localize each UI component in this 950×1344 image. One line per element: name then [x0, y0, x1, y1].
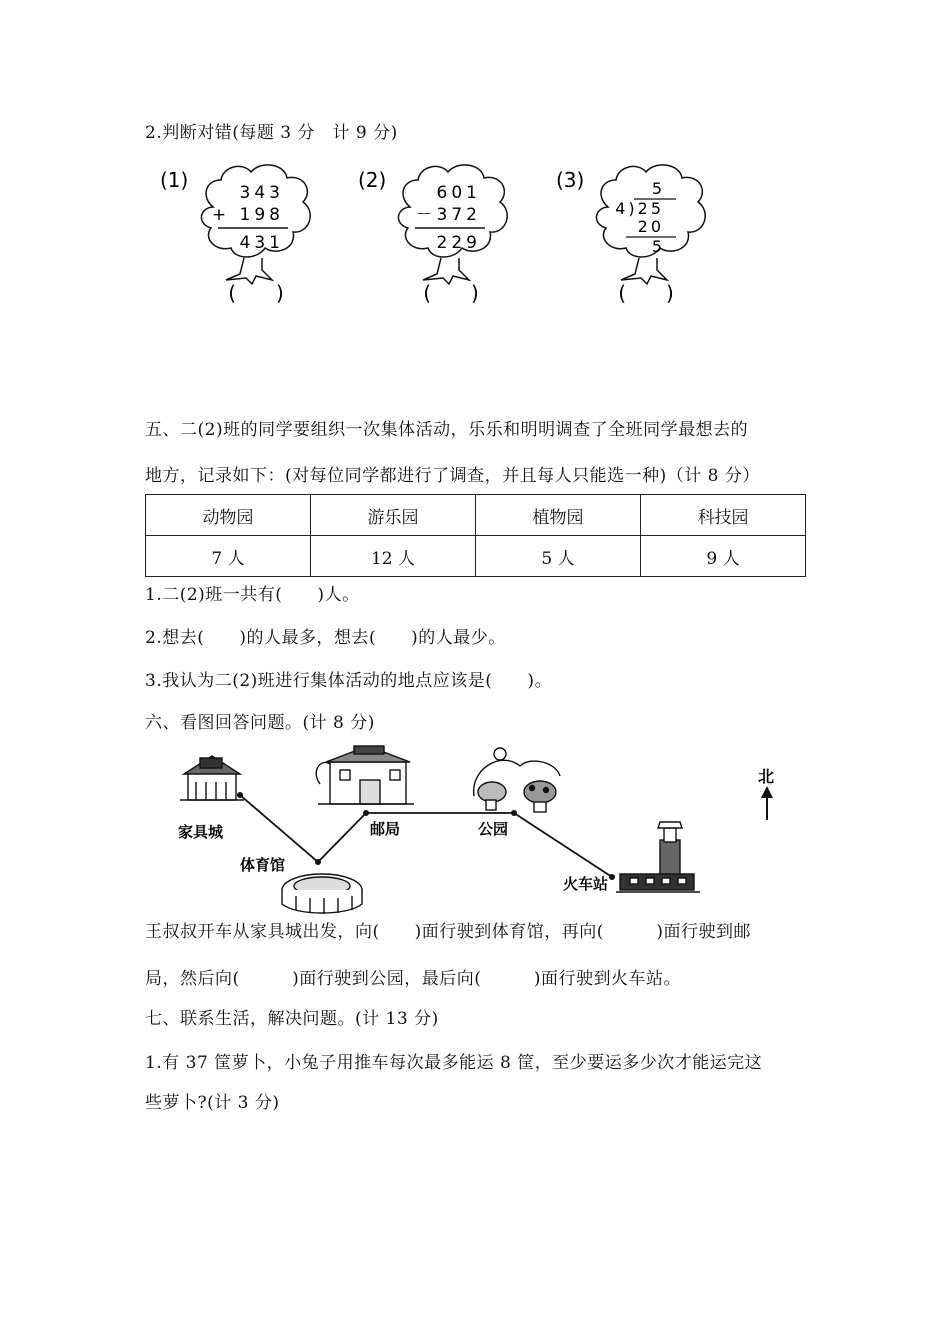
- stadium-building: [282, 874, 362, 914]
- table-header-row: [146, 495, 806, 536]
- section5-intro-line1: 五、二(2)班的同学要组织一次集体活动，乐乐和明明调查了全班同学最想去的: [145, 420, 749, 440]
- tree-2-row3: 229: [436, 233, 481, 253]
- route-dot: [315, 859, 321, 865]
- table-header-cell: 游乐园: [311, 495, 476, 536]
- place-label-post-office: 邮局: [370, 820, 401, 838]
- tree-2-row1: 601: [436, 183, 481, 203]
- north-arrow-icon: [758, 767, 774, 820]
- route-dot: [511, 810, 517, 816]
- tree-1-label: (1): [160, 168, 189, 192]
- tree-3-remainder: 5: [651, 237, 662, 256]
- tree-1-answer: ( ): [228, 281, 284, 305]
- park-scene: [474, 748, 560, 812]
- tree-3: [556, 165, 705, 305]
- place-label-park: 公园: [478, 820, 509, 838]
- post-office-building: [316, 746, 414, 804]
- tree-3-answer: ( ): [618, 281, 674, 305]
- survey-table: [145, 494, 806, 577]
- tree-3-dividend: 4)25: [615, 199, 664, 218]
- route-map: [0, 740, 950, 920]
- table-header-cell: 科技园: [641, 495, 806, 536]
- place-label-furniture-store: 家具城: [178, 823, 224, 841]
- table-header-cell: 动物园: [146, 495, 311, 536]
- table-row: [146, 536, 806, 577]
- tree-1: [160, 165, 310, 305]
- tree-3-product: 20: [637, 217, 664, 236]
- section5-question-1: 1.二(2)班一共有( )人。: [145, 585, 360, 605]
- tree-2-answer: ( ): [423, 281, 479, 305]
- place-label-train-station: 火车站: [563, 875, 609, 893]
- route-dot: [363, 810, 369, 816]
- judge-trees: [0, 0, 950, 320]
- judge-title: 2.判断对错(每题 3 分 计 9 分): [145, 123, 398, 143]
- tree-2-row2: －372: [415, 205, 481, 225]
- place-label-stadium: 体育馆: [240, 856, 286, 874]
- tree-3-quotient: 5: [651, 179, 662, 198]
- section5-question-3: 3.我认为二(2)班进行集体活动的地点应该是( )。: [145, 671, 553, 691]
- tree-1-row1: 343: [239, 183, 284, 203]
- tree-3-label: (3): [556, 168, 585, 192]
- section6-question-line1: 王叔叔开车从家具城出发，向( )面行驶到体育馆，再向( )面行驶到邮: [145, 922, 752, 942]
- tree-2-label: (2): [358, 168, 387, 192]
- train-station-building: [616, 822, 700, 892]
- table-cell: 9 人: [641, 536, 806, 577]
- route-dot: [609, 874, 615, 880]
- route-line: [240, 795, 612, 877]
- table-cell: 5 人: [476, 536, 641, 577]
- section7-title: 七、联系生活，解决问题。(计 13 分): [145, 1009, 439, 1029]
- section6-question-line2: 局，然后向( )面行驶到公园，最后向( )面行驶到火车站。: [145, 969, 682, 989]
- section6-title: 六、看图回答问题。(计 8 分): [145, 713, 375, 733]
- table-header-cell: 植物园: [476, 495, 641, 536]
- tree-1-row2: + 198: [211, 205, 284, 225]
- tree-1-row3: 431: [239, 233, 284, 253]
- section7-question-1-line2: 些萝卜?(计 3 分): [145, 1093, 280, 1113]
- tree-2: [358, 165, 507, 305]
- table-cell: 12 人: [311, 536, 476, 577]
- furniture-store-building: [180, 756, 244, 800]
- section7-question-1-line1: 1.有 37 筐萝卜，小兔子用推车每次最多能运 8 筐，至少要运多少次才能运完这: [145, 1053, 763, 1073]
- table-cell: 7 人: [146, 536, 311, 577]
- route-dot: [237, 792, 243, 798]
- north-label: 北: [758, 767, 775, 786]
- section5-question-2: 2.想去( )的人最多，想去( )的人最少。: [145, 628, 506, 648]
- section5-intro-line2: 地方，记录如下：(对每位同学都进行了调查，并且每人只能选一种)（计 8 分）: [145, 466, 760, 486]
